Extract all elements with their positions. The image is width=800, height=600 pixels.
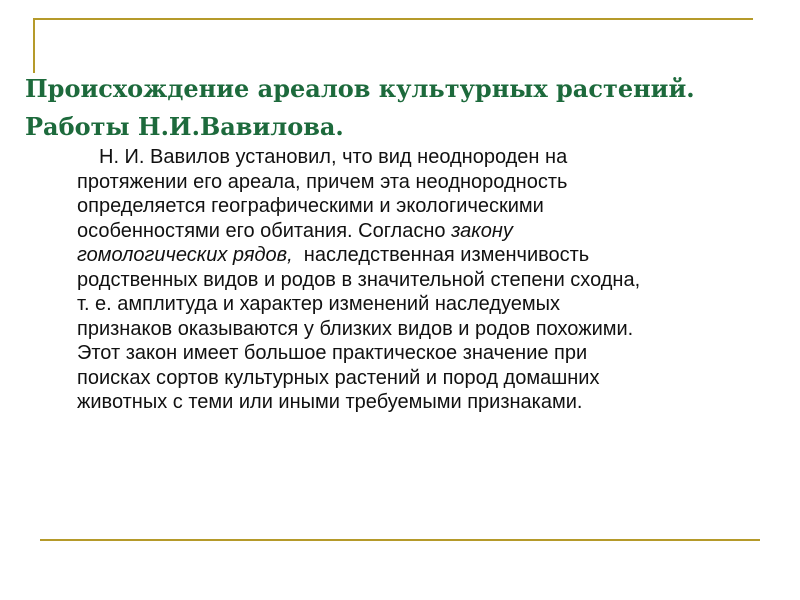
body-line: Н. И. Вавилов установил, что вид неоднороден на [99, 146, 568, 168]
body-emphasis: закону [451, 219, 513, 242]
body-line [77, 243, 767, 268]
slide-title [25, 70, 765, 146]
body-paragraph [77, 145, 767, 415]
title-line-1: Происхождение ареалов культурных растений. [25, 74, 695, 103]
body-text: наследственная изменчивость [292, 244, 590, 266]
top-rule [33, 18, 753, 20]
body-line: т. е. амплитуда и характер изменений наследуемых [77, 293, 561, 315]
body-line: родственных видов и родов в значительной степени сходна, [77, 268, 641, 291]
body-emphasis: гомологических рядов, [77, 244, 293, 266]
body-line: поисках сортов культурных растений и пород домашних [77, 366, 600, 389]
body-line: животных с теми или иными требуемыми признаками. [77, 391, 583, 413]
body-line: определяется географическими и экологическими [77, 195, 544, 217]
body-line: протяжении его ареала, причем эта неоднородность [77, 170, 568, 193]
body-text: особенностями его обитания. Согласно [77, 219, 452, 242]
body-line: признаков оказываются у близких видов и родов похожими. [77, 317, 634, 340]
title-line-2: Работы Н.И.Вавилова. [25, 112, 344, 141]
left-rule [33, 18, 35, 73]
body-line [77, 219, 767, 244]
bottom-rule [40, 539, 760, 541]
body-line: Этот закон имеет большое практическое значение при [77, 342, 588, 364]
